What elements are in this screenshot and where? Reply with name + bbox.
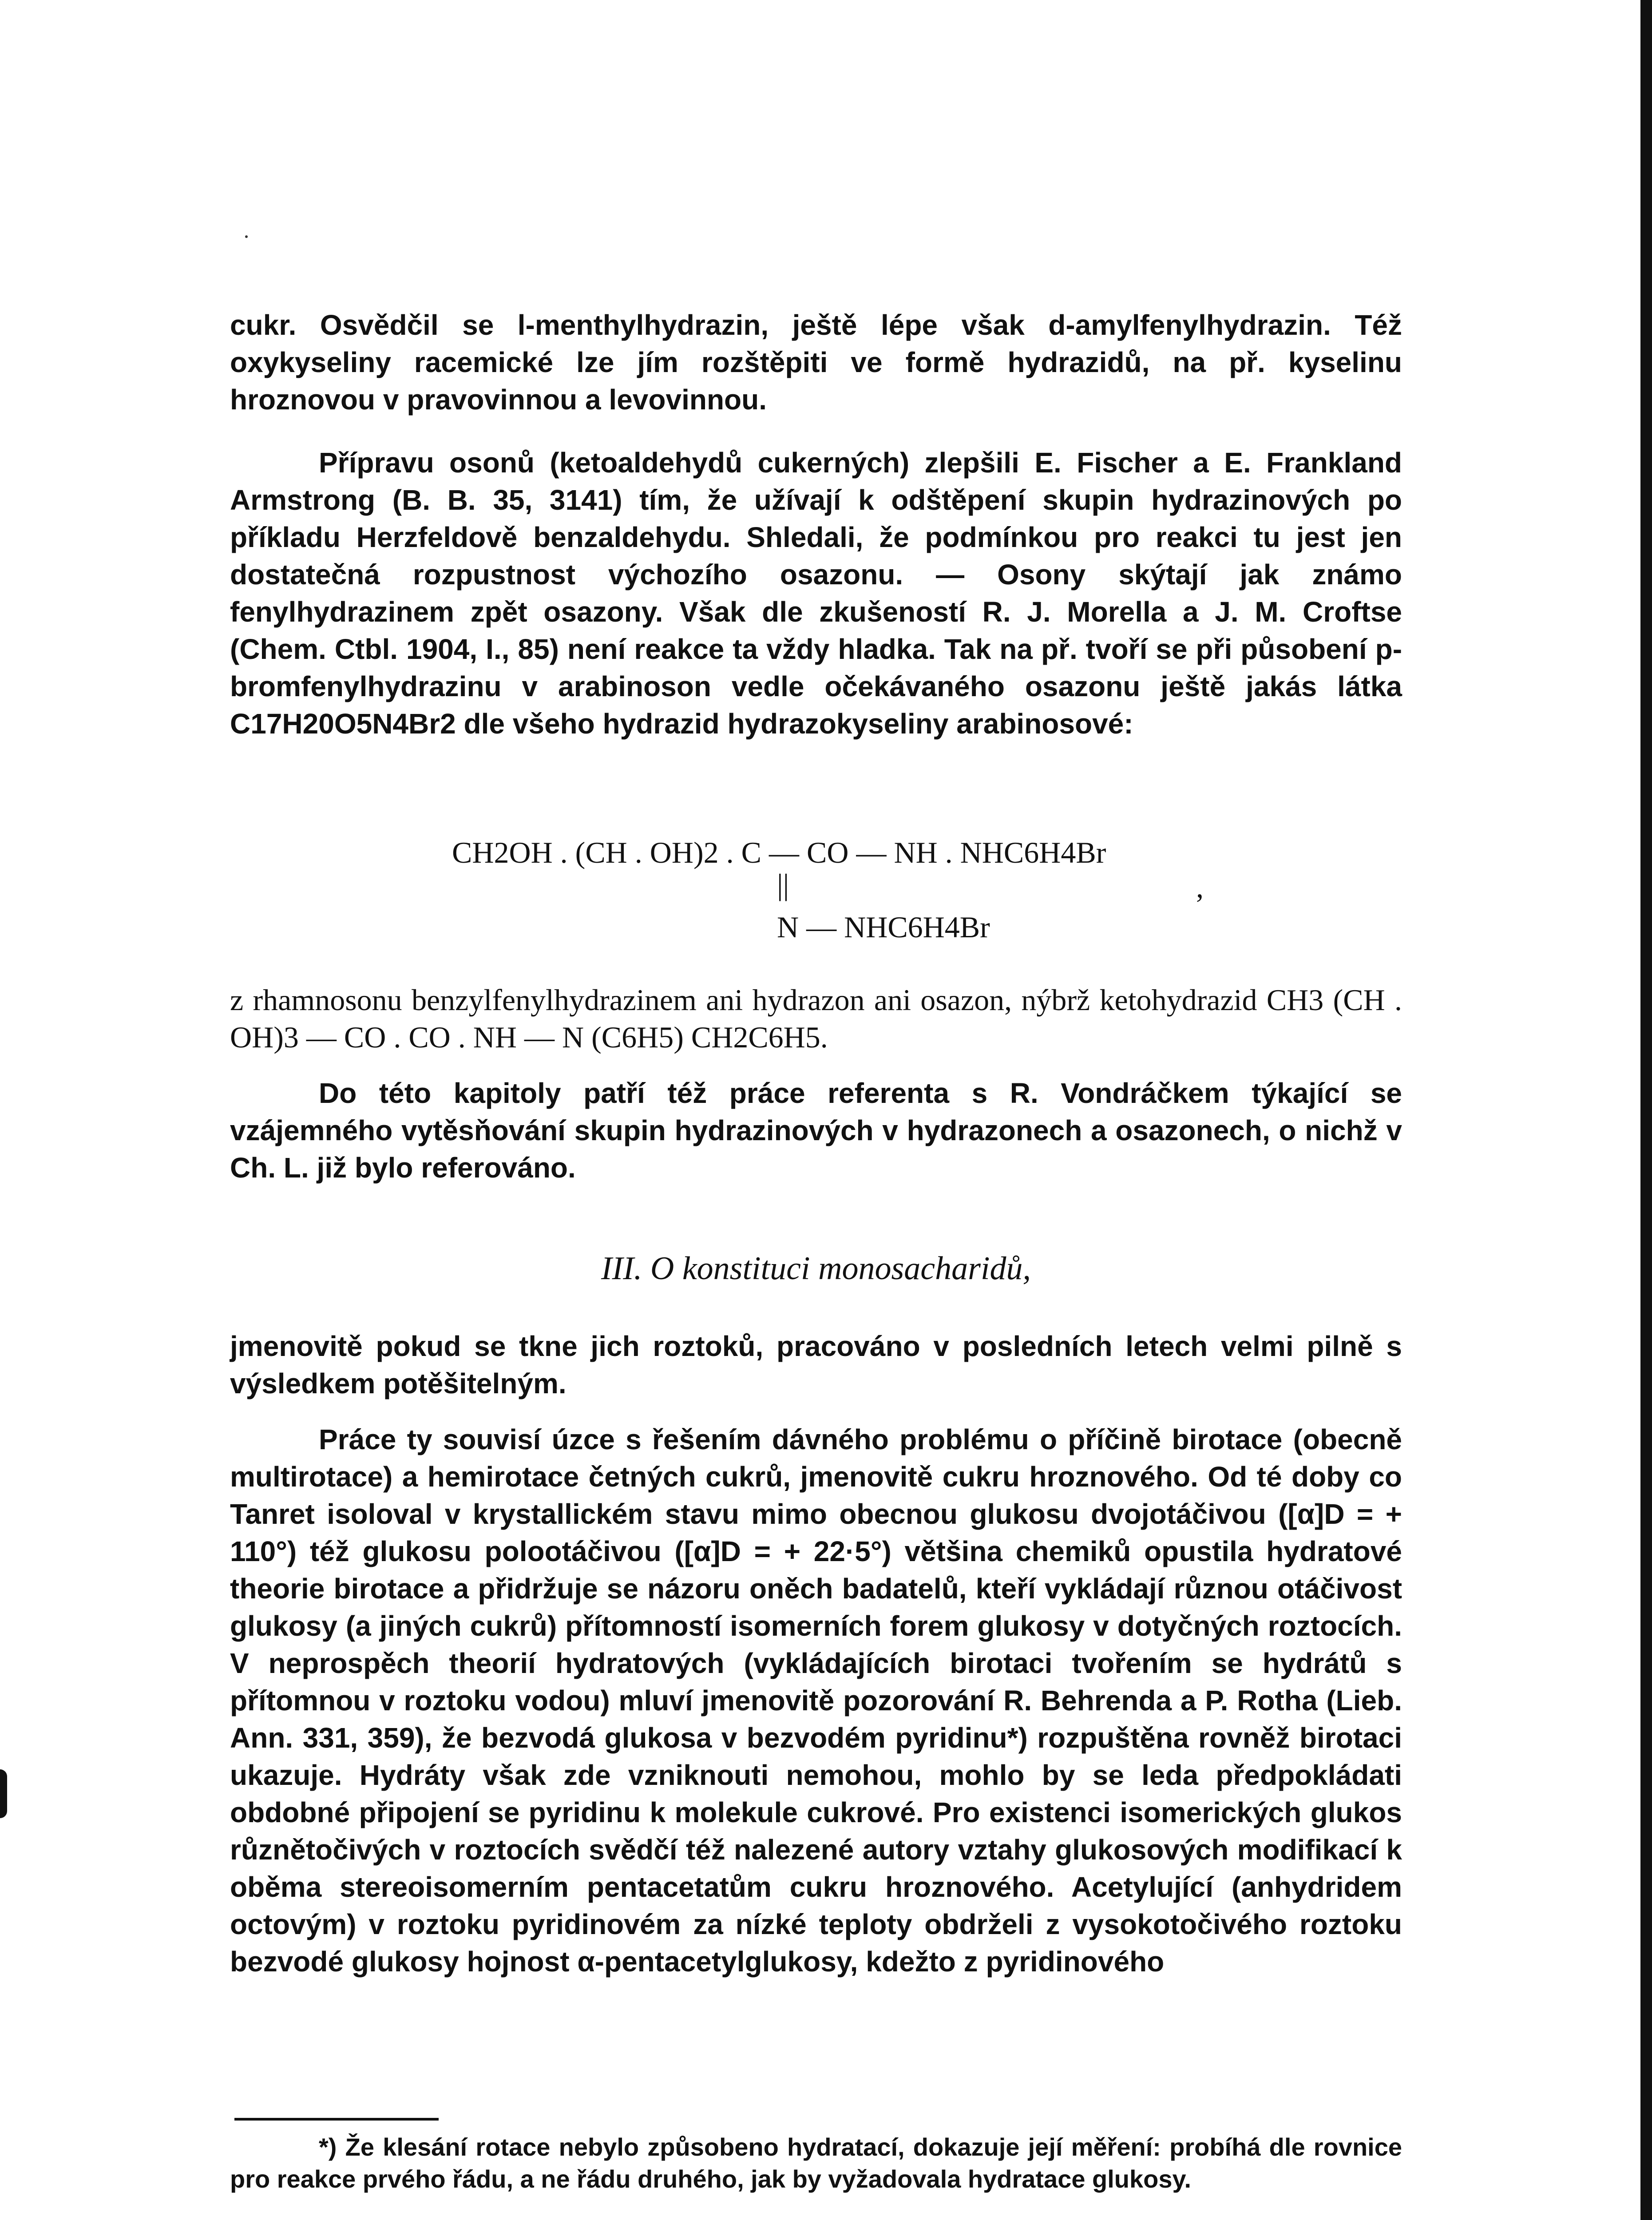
binding-mark — [0, 1769, 7, 1818]
paragraph-1-block — [230, 306, 1402, 418]
footnote: *) Že klesání rotace nebylo způsobeno hydratací, dokazuje její měření: probíhá dle rovnice pro reakce prvého řádu, a ne řádu druhého, jak by vyžadovala hydratace glukosy. — [230, 2133, 1402, 2193]
paragraph-5-block — [230, 1328, 1402, 1402]
formula-line-3: N — NHC6H4Br — [777, 910, 990, 944]
paragraph-3-block — [230, 981, 1402, 1056]
scan-speck — [245, 235, 248, 238]
paragraph-4: Do této kapitoly patří též práce referenta s R. Vondráčkem týkající se vzájemného vytěsňování skupin hydrazinových v hydrazonech a osazonech, o nichž v Ch. L. již bylo referováno. — [230, 1077, 1402, 1184]
paragraph-2-block — [230, 444, 1402, 742]
footnote-block — [230, 2131, 1402, 2195]
formula-double-bond: || — [777, 868, 789, 901]
paragraph-2: Přípravu osonů (ketoaldehydů cukerných) zlepšili E. Fischer a E. Frankland Armstrong (B. B. 35, 3141) tím, že užívají k odštěpení skupin hydrazinových po příkladu Herzfeldově benzaldehydu. Shledali, že podmínkou pro reakci tu jest jen dostatečná rozpustnost výchozího osazonu. — Osony skýtají jak známo fenylhydrazinem zpět osazony. Však dle zkušeností R. J. Morella a J. M. Croftse (Chem. Ctbl. 1904, I., 85) není reakce ta vždy hladka. Tak na př. tvoří se při působení p-bromfenylhydrazinu v arabinoson vedle očekávaného osazonu ještě jakás látka C17H20O5N4Br2 dle všeho hydrazid hydrazokyseliny arabinosové: — [230, 447, 1402, 740]
paragraph-4-block — [230, 1074, 1402, 1186]
page-edge-right — [1640, 0, 1652, 2220]
paragraph-5: jmenovitě pokud se tkne jich roztoků, pracováno v posledních letech velmi pilně s výsledkem potěšitelným. — [230, 1330, 1402, 1399]
structural-formula — [452, 834, 1295, 944]
footnote-rule — [234, 2118, 439, 2121]
paragraph-6: Práce ty souvisí úzce s řešením dávného problému o příčině birotace (obecně multirotace) a hemirotace četných cukrů, jmenovitě cukru hroznového. Od té doby co Tanret isoloval v krystallickém stavu mimo obecnou glukosu dvojotáčivou ([α]D = + 110°) též glukosu polootáčivou ([α]D = + 22·5°) většina chemiků opustila hydratové theorie birotace a přidržuje se názoru oněch badatelů, kteří vykládají různou otáčivost glukosy (a jiných cukrů) přítomností isomerních forem glukosy v dotyčných roztocích. V neprospěch theorií hydratových (vykládajících birotaci tvořením se hydrátů s přítomnou v roztoku vodou) mluví jmenovitě pozorování R. Behrenda a P. Rotha (Lieb. Ann. 331, 359), že bezvodá glukosa v bezvodém pyridinu*) rozpuštěna rovněž birotaci ukazuje. Hydráty však zde vzniknouti nemohou, mohlo by se leda předpokládati obdobné připojení se pyridinu k molekule cukrové. Pro existenci isomerických glukos různětočivých v roztocích svědčí též nalezené autory vztahy glukosových modifikací k oběma stereoisomerním pentacetatům cukru hroznového. Acetylující (anhydridem octovým) v roztoku pyridinovém za nízké teploty obdrželi z vysokotočivého roztoku bezvodé glukosy hojnost α-pentacetylglukosy, kdežto z pyridinového — [230, 1423, 1402, 1978]
formula-comma: , — [1196, 870, 1204, 904]
section-heading: III. O konstituci monosacharidů, — [601, 1250, 1031, 1287]
formula-line-1: CH2OH . (CH . OH)2 . C — CO — NH . NHC6H4Br — [452, 836, 1106, 869]
paragraph-3: z rhamnosonu benzylfenylhydrazinem ani hydrazon ani osazon, nýbrž ketohydrazid CH3 (CH . OH)3 — CO . CO . NH — N (C6H5) CH2C6H5. — [230, 983, 1402, 1054]
paragraph-1: cukr. Osvědčil se l-menthylhydrazin, ještě lépe však d-amylfenylhydrazin. Též oxykyseliny racemické lze jím rozštěpiti ve formě hydrazidů, na př. kyselinu hroznovou v pravovinnou a levovinnou. — [230, 309, 1402, 416]
paragraph-6-block — [230, 1421, 1402, 1980]
